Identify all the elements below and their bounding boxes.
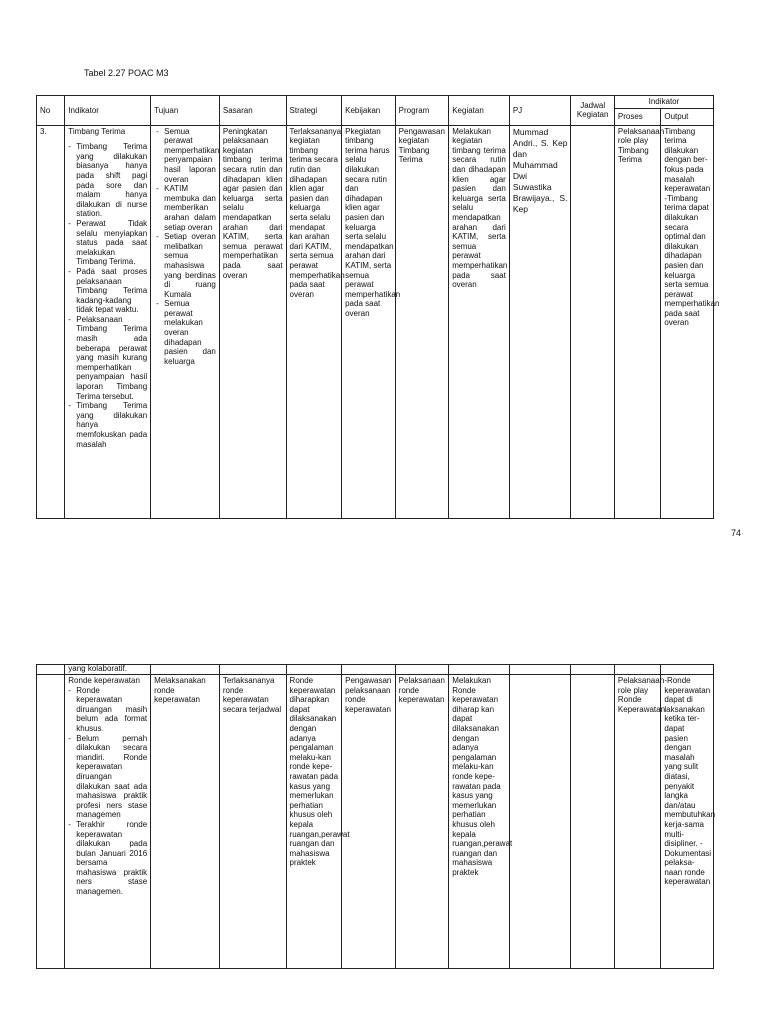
list-item: - Semua perawat memperhatikan penyampaian hasil laporan overan <box>156 127 216 185</box>
header-kebijakan: Kebijakan <box>342 96 396 126</box>
header-tujuan: Tujuan <box>151 96 220 126</box>
carry-over-text: yang kolaboratif. <box>65 665 151 675</box>
strategi-cell: Ronde keperawatan diharapkan dapat dilaksanakan dengan adanya pengalaman melaku-kan ronde kepe-rawatan pada kasus yang memerlukan perhatian khusus oleh kepala ruangan,perawat ruangan dan mahasiswa praktek <box>286 675 342 969</box>
tujuan-list <box>154 126 220 367</box>
empty-cell <box>342 665 396 675</box>
page-number: 74 <box>731 528 742 538</box>
indikator-cell <box>65 125 151 518</box>
header-indikator: Indikator <box>65 96 151 126</box>
empty-cell <box>509 665 571 675</box>
program-cell: Pelaksanaan ronde keperawatan <box>395 675 449 969</box>
sasaran-cell: Peningkatan pelaksanaan kegiatan timbang terima secara rutin dan dihadapan klien agar pasien dan keluarga serta selalu mendapatkan arahan dari KATIM, serta semua perawat memperhatikan pada saat overan <box>219 125 286 518</box>
indikator-title: Timbang Terima <box>68 126 126 136</box>
strategi-cell: Terlaksananya kegiatan timbang terima secara rutin dan dihadapan klien agar pasien dan keluarga serta selalu mendapat kan arahan dari KATIM, serta semua perawat memperhatikan pada saat overan <box>286 125 342 518</box>
kegiatan-cell: Melakukan kegiatan timbang terima secara rutin dan dihadapan klien agar pasien dan keluarga serta selalu mendapatkan arahan dari KATIM, serta semua perawat memperhatikan pada saat overan <box>449 125 510 518</box>
empty-cell <box>151 665 220 675</box>
list-item: - Pada saat proses pelaksanaan Timbang Terima kadang-kadang tidak tepat waktu. <box>68 267 147 315</box>
header-no: No <box>37 96 65 126</box>
indikator-list <box>68 686 147 897</box>
list-item: - Belum pernah dilakukan secara mandiri. Ronde keperawatan diruangan dilakukan saat ada mahasiswa praktik profesi ners stase managemen <box>68 734 147 820</box>
proses-cell: Pelaksanaan role play Ronde Keperawatan <box>614 675 660 969</box>
list-item: - KATIM membuka dan memberikan arahan dalam setiap overan <box>156 184 216 232</box>
sasaran-cell: Terlaksananya ronde keperawatan secara terjadwal <box>219 675 286 969</box>
kebijakan-cell: Pengawasan pelaksanaan ronde keperawatan <box>342 675 396 969</box>
proses-cell: Pelaksanaan role play Timbang Terima <box>614 125 660 518</box>
header-output: Output <box>661 108 714 125</box>
empty-cell <box>614 665 660 675</box>
indikator-title: Ronde keperawatan <box>68 676 140 685</box>
program-cell: Pengawasan kegiatan Timbang Terima <box>395 125 449 518</box>
pj-cell <box>509 675 571 969</box>
poac-table-page-1 <box>36 95 720 519</box>
header-program: Program <box>395 96 449 126</box>
indikator-cell <box>65 675 151 969</box>
header-strategi: Strategi <box>286 96 342 126</box>
jadwal-cell <box>571 675 614 969</box>
list-item: - Terakhir ronde keperawatan dilakukan pada bulan Januari 2016 bersama mahasiswa praktik ners stase managemen. <box>68 820 147 897</box>
row-number: 3. <box>37 125 65 518</box>
jadwal-cell <box>571 125 614 518</box>
row-number <box>37 675 65 969</box>
kegiatan-cell: Melakukan Ronde keperawatan diharap kan dapat dilaksanakan dengan adanya pengalaman melaku-kan ronde kepe-rawatan pada kasus yang memerlukan perhatian khusus oleh kepala ruangan,perawat ruangan dan mahasiswa praktek <box>449 675 510 969</box>
poac-table-page-2 <box>36 664 714 969</box>
list-item: - Pelaksanaan Timbang Terima masih ada beberapa perawat yang masih kurang memperhatikan penyampaian hasil laporan Timbang Terima tersebut. <box>68 315 147 401</box>
header-kegiatan: Kegiatan <box>449 96 510 126</box>
empty-cell <box>219 665 286 675</box>
header-pj: PJ <box>509 96 571 126</box>
list-item: - Timbang Terima yang dilakukan hanya memfokuskan pada masalah <box>68 401 147 449</box>
empty-cell <box>286 665 342 675</box>
header-indikator-group: Indikator <box>614 96 713 109</box>
kebijakan-cell: Pkegiatan timbang terima harus selalu dilakukan secara rutin dan dihadapan klien agar pasien dan keluarga serta selalu mendapatkan arahan dari KATIM, serta semua perawat memperhatikan pada saat overan <box>342 125 396 518</box>
empty-cell <box>571 665 614 675</box>
tujuan-cell <box>151 125 220 518</box>
carry-empty-cell <box>37 665 65 675</box>
list-item: - Setiap overan melibatkan semua mahasiswa yang berdinas di ruang Kumala <box>156 232 216 299</box>
empty-cell <box>395 665 449 675</box>
list-item: - Timbang Terima yang dilakukan biasanya hanya pada shift pagi pada sore dan malam hanya dilakukan di nurse station. <box>68 142 147 219</box>
list-item: - Semua perawat melakukan overan dihadapan pasien dan keluarga <box>156 299 216 366</box>
list-item: - Ronde keperawatan diruangan masih belum ada format khusus <box>68 686 147 734</box>
empty-cell <box>661 665 714 675</box>
pj-cell: Mummad Andri., S. Kep dan Muhammad Dwi Suwastika Brawijaya., S. Kep <box>509 125 571 518</box>
header-jadwal: Jadwal Kegiatan <box>571 96 614 126</box>
output-cell: -Ronde keperawatan dapat di laksanakan ketika ter-dapat pasien dengan masalah yang sulit diatasi, penyakit langka dan/atau membutuhkan kerja-sama multi-disipliner. -Dokumentasi pelaksa-naan ronde keperawatan <box>661 675 714 969</box>
table-caption: Tabel 2.27 POAC M3 <box>84 68 169 78</box>
output-cell: Timbang terima dilakukan dengan ber-fokus pada masalah keperawatan -Timbang terima dapat dilakukan secara optimal dan dilakukan dihadapan pasien dan keluarga serta semua perawat memperhatikan pada saat overan <box>661 125 714 518</box>
list-item: - Perawat Tidak selalu menyiapkan status pada saat melakukan Timbang Terima. <box>68 219 147 267</box>
tujuan-cell: Melaksanakan ronde keperawatan <box>151 675 220 969</box>
indikator-list <box>68 142 147 449</box>
header-sasaran: Sasaran <box>219 96 286 126</box>
header-proses: Proses <box>614 108 660 125</box>
empty-cell <box>449 665 510 675</box>
